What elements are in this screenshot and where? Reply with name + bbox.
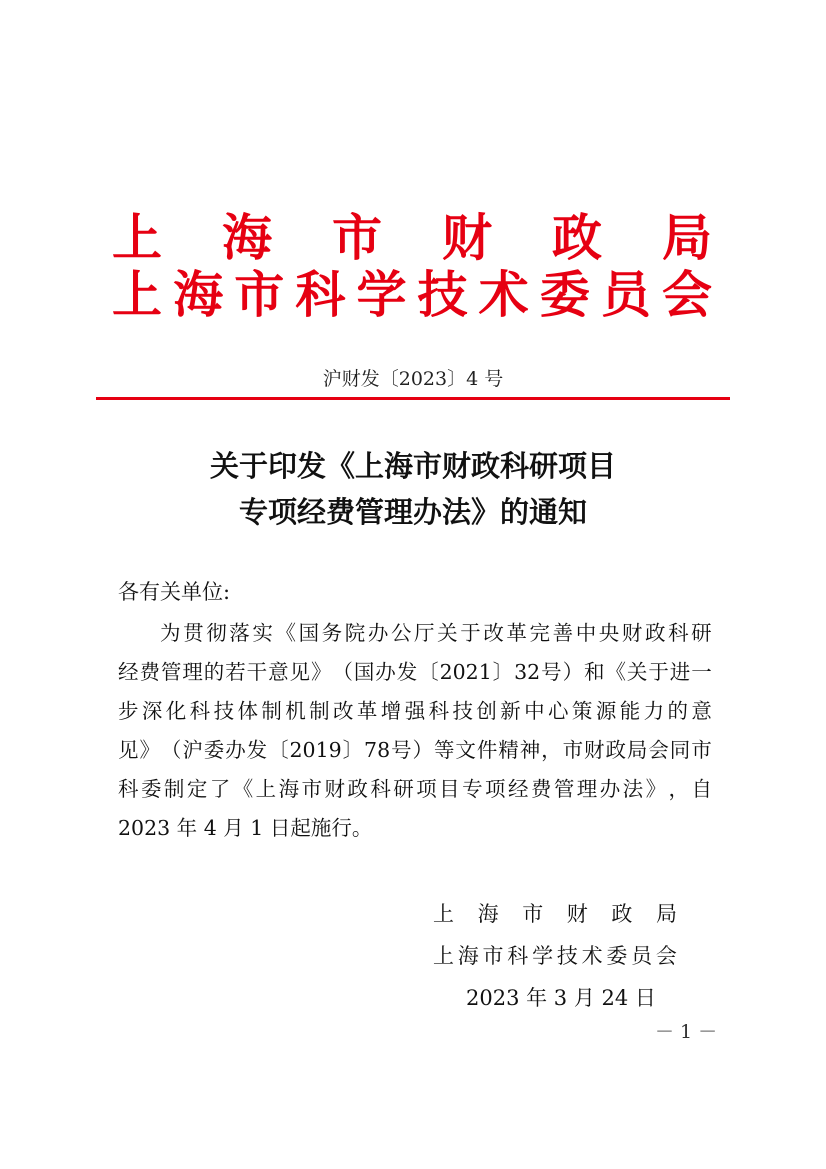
body-glyph: 源 xyxy=(595,699,617,723)
body-glyph: 强 xyxy=(404,699,426,723)
body-glyph: 厅 xyxy=(414,621,435,645)
body-glyph: 《 xyxy=(605,660,626,684)
body-glyph: 公 xyxy=(390,621,412,645)
body-glyph: 善 xyxy=(552,621,574,645)
body-glyph: 干 xyxy=(246,660,268,684)
body-glyph: 上 xyxy=(255,777,277,801)
document-title-line-1: 关于印发《上海市财政科研项目 xyxy=(209,449,616,483)
signature-char: 政 xyxy=(611,902,633,926)
body-glyph: 策 xyxy=(571,699,593,723)
body-glyph: 经 xyxy=(118,660,139,684)
body-glyph: 海 xyxy=(278,777,300,801)
body-glyph: 务 xyxy=(321,621,343,645)
body-glyph: 》 xyxy=(645,777,667,801)
document-title-line-2: 专项经费管理办法》的通知 xyxy=(238,495,587,529)
body-glyph: 技 xyxy=(452,699,473,723)
signature-char: 财 xyxy=(566,902,588,926)
body-line xyxy=(118,653,712,692)
issuer-char: 上 xyxy=(112,266,162,324)
body-glyph: 的 xyxy=(667,699,688,723)
body-glyph: 市 xyxy=(562,738,584,762)
body-glyph: 〕 xyxy=(342,738,364,762)
issuer-char: 委 xyxy=(539,266,590,324)
body-glyph: 关 xyxy=(626,660,648,684)
signature-date: 2023 年 3 月 24 日 xyxy=(466,986,656,1010)
body-glyph: 为 xyxy=(160,621,181,645)
issuer-char: 科 xyxy=(295,266,346,324)
issuer-char: 会 xyxy=(661,266,712,324)
issuer-char: 财 xyxy=(442,209,492,267)
signature-char: 学 xyxy=(532,944,554,968)
body-glyph: 国 xyxy=(298,621,320,645)
document-number: 沪财发〔2023〕4 号 xyxy=(322,368,504,390)
signature-char: 技 xyxy=(556,944,578,968)
issuer-name-science-commission xyxy=(112,265,712,325)
body-glyph: 办 xyxy=(599,777,621,801)
body-glyph: 革 xyxy=(356,699,378,723)
body-glyph: 意 xyxy=(268,660,289,684)
issuer-char: 上 xyxy=(112,209,162,267)
body-glyph: 精 xyxy=(498,738,519,762)
body-glyph: 深 xyxy=(141,699,163,723)
body-glyph: 同 xyxy=(669,738,691,762)
body-glyph: 的 xyxy=(203,660,225,684)
body-glyph: 78 xyxy=(364,738,391,762)
body-glyph: 科 xyxy=(370,777,391,801)
body-glyph: 号 xyxy=(391,738,412,762)
body-glyph: 中 xyxy=(575,621,597,645)
body-glyph: 制 xyxy=(261,699,282,723)
body-glyph: 进 xyxy=(669,660,691,684)
signature-char: 会 xyxy=(655,944,677,968)
issuer-char: 技 xyxy=(417,266,468,324)
body-glyph: 财 xyxy=(324,777,345,801)
body-glyph: 》 xyxy=(139,738,160,762)
page-number: － 1 － xyxy=(655,1021,718,1043)
body-glyph: 步 xyxy=(118,699,139,723)
body-glyph: 管 xyxy=(160,660,182,684)
body-glyph: 项 xyxy=(485,777,506,801)
body-glyph: 机 xyxy=(285,699,306,723)
signature-char: 海 xyxy=(477,902,499,926)
body-glyph: 办 xyxy=(367,621,389,645)
body-glyph: 制 xyxy=(163,777,185,801)
red-divider-rule xyxy=(96,397,730,400)
body-glyph: 研 xyxy=(691,621,712,645)
body-glyph: 神 xyxy=(519,738,541,762)
body-glyph: 院 xyxy=(344,621,366,645)
body-glyph: 发 xyxy=(246,738,268,762)
body-glyph: 〔 xyxy=(268,738,289,762)
body-glyph: 委 xyxy=(140,777,162,801)
body-glyph: 科 xyxy=(189,699,211,723)
body-glyph: 见 xyxy=(118,738,139,762)
body-glyph: 央 xyxy=(598,621,620,645)
signature-char: 上 xyxy=(433,944,454,968)
salutation: 各有关单位: xyxy=(118,580,231,604)
body-glyph: 国 xyxy=(353,660,375,684)
body-glyph: 号 xyxy=(541,660,562,684)
body-glyph: 心 xyxy=(548,699,569,723)
body-glyph: 能 xyxy=(619,699,641,723)
body-glyph: 会 xyxy=(648,738,669,762)
body-glyph: 科 xyxy=(118,777,139,801)
issuer-char: 术 xyxy=(478,266,529,324)
body-glyph: 2019 xyxy=(289,738,342,762)
body-glyph: 创 xyxy=(476,699,497,723)
body-glyph: 管 xyxy=(553,777,575,801)
signature-char: 委 xyxy=(606,944,628,968)
body-glyph: 文 xyxy=(455,738,476,762)
body-glyph: 政 xyxy=(644,621,666,645)
signature-char: 上 xyxy=(433,902,454,926)
body-glyph: 委 xyxy=(203,738,225,762)
body-glyph: 改 xyxy=(333,699,354,723)
body-glyph: 沪 xyxy=(182,738,203,762)
body-line xyxy=(118,731,712,770)
signature-char: 员 xyxy=(631,944,653,968)
body-glyph: 市 xyxy=(691,738,712,762)
body-glyph: 理 xyxy=(576,777,598,801)
body-glyph: 32 xyxy=(514,660,541,684)
body-glyph: 定 xyxy=(186,777,208,801)
body-glyph: ， xyxy=(668,777,689,801)
body-glyph: 落 xyxy=(229,621,250,645)
body-glyph: 研 xyxy=(393,777,414,801)
body-glyph: 体 xyxy=(237,699,258,723)
body-glyph: 《 xyxy=(275,621,296,645)
body-paragraph xyxy=(118,614,712,848)
body-glyph: 法 xyxy=(622,777,644,801)
signature-char: 科 xyxy=(507,944,529,968)
body-glyph: 制 xyxy=(309,699,330,723)
body-glyph: 市 xyxy=(301,777,322,801)
body-glyph: 政 xyxy=(605,738,626,762)
issuer-char: 员 xyxy=(600,266,651,324)
body-glyph: ） xyxy=(562,660,584,684)
signature-science-commission xyxy=(433,940,677,972)
body-line xyxy=(118,770,712,809)
body-glyph: ） xyxy=(412,738,434,762)
body-glyph: 等 xyxy=(433,738,455,762)
body-glyph: （ xyxy=(160,738,182,762)
issuer-char: 海 xyxy=(222,209,272,267)
signature-char: 市 xyxy=(522,902,544,926)
issuer-char: 政 xyxy=(552,209,602,267)
body-glyph: 费 xyxy=(139,660,160,684)
body-glyph: 项 xyxy=(416,777,437,801)
body-glyph: 目 xyxy=(439,777,460,801)
body-glyph: 财 xyxy=(621,621,643,645)
body-glyph: 科 xyxy=(428,699,450,723)
issuer-name-finance-bureau xyxy=(112,208,712,268)
signature-char: 术 xyxy=(581,944,603,968)
body-glyph: ， xyxy=(541,738,562,762)
body-glyph: 费 xyxy=(530,777,552,801)
body-glyph: 》 xyxy=(310,660,332,684)
signature-char: 局 xyxy=(655,902,677,926)
body-glyph: 中 xyxy=(524,699,545,723)
body-glyph: 关 xyxy=(437,621,458,645)
body-glyph: 自 xyxy=(691,777,712,801)
body-glyph: 理 xyxy=(182,660,203,684)
body-glyph: 改 xyxy=(483,621,504,645)
body-glyph: 财 xyxy=(584,738,605,762)
body-glyph: 2021 xyxy=(439,660,492,684)
body-glyph: 实 xyxy=(252,621,273,645)
body-line xyxy=(118,614,712,653)
body-glyph: 《 xyxy=(232,777,254,801)
body-line: 2023 年 4 月 1 日起施行。 xyxy=(118,816,373,840)
body-glyph: 〔 xyxy=(418,660,439,684)
body-glyph: 局 xyxy=(626,738,648,762)
body-glyph: 办 xyxy=(225,738,246,762)
body-glyph: 增 xyxy=(380,699,402,723)
body-glyph: 贯 xyxy=(183,621,204,645)
body-glyph: 一 xyxy=(691,660,712,684)
body-glyph: 专 xyxy=(462,777,483,801)
body-glyph: 科 xyxy=(668,621,689,645)
body-glyph: 若 xyxy=(225,660,246,684)
body-glyph: 了 xyxy=(209,777,231,801)
body-glyph: 化 xyxy=(165,699,187,723)
body-glyph: 技 xyxy=(213,699,235,723)
body-glyph: 力 xyxy=(643,699,665,723)
body-glyph: 彻 xyxy=(206,621,227,645)
signature-char: 市 xyxy=(482,944,504,968)
issuer-char: 学 xyxy=(356,266,407,324)
signature-char: 海 xyxy=(457,944,479,968)
body-glyph: 发 xyxy=(396,660,418,684)
body-glyph: 〕 xyxy=(492,660,514,684)
body-glyph: 经 xyxy=(507,777,529,801)
issuer-char: 市 xyxy=(332,209,382,267)
body-line xyxy=(118,692,712,731)
body-glyph: 办 xyxy=(375,660,396,684)
body-glyph: （ xyxy=(332,660,353,684)
body-glyph: 见 xyxy=(289,660,310,684)
issuer-char: 海 xyxy=(173,266,224,324)
body-glyph: 和 xyxy=(584,660,605,684)
body-glyph: 政 xyxy=(347,777,368,801)
body-glyph: 意 xyxy=(691,699,712,723)
body-glyph: 新 xyxy=(500,699,521,723)
signature-finance-bureau xyxy=(433,898,677,930)
issuer-char: 市 xyxy=(234,266,285,324)
body-glyph: 革 xyxy=(506,621,527,645)
body-glyph: 于 xyxy=(460,621,481,645)
body-glyph: 于 xyxy=(648,660,669,684)
body-glyph: 完 xyxy=(529,621,550,645)
issuer-char: 局 xyxy=(662,209,712,267)
body-glyph: 件 xyxy=(476,738,498,762)
